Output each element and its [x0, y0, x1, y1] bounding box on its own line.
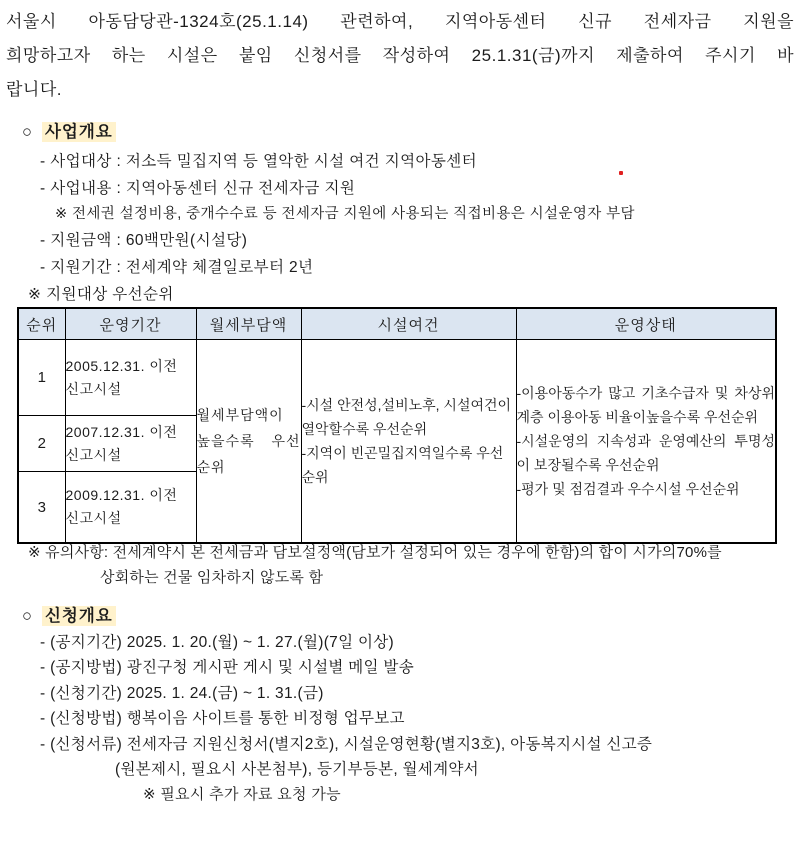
facility-criteria-line-1: -시설 안전성,설비노후, 시설여건이 열악할수록 우선순위 — [301, 397, 512, 437]
priority-table — [17, 307, 777, 544]
operation-criteria-line-1: -이용아동수가 많고 기초수급자 및 차상위계층 이용아동 비율이높을수록 우선순위 — [516, 385, 775, 425]
apply-documents-continuation: (원본제시, 필요시 사본첨부), 등기부등본, 월세계약서 — [115, 761, 479, 779]
registration-cell-2: 2007.12.31. 이전 신고시설 — [65, 416, 196, 472]
bullet-item-target: - 사업대상 : 저소득 밀집지역 등 열악한 시설 여건 지역아동센터 — [40, 153, 477, 170]
rank-cell-3: 3 — [18, 472, 65, 544]
intro-paragraph — [6, 5, 794, 107]
table-header-rank: 순위 — [18, 308, 65, 340]
bullet-item-period: - 지원기간 : 전세계약 체결일로부터 2년 — [40, 259, 314, 276]
section-title-business: 사업개요 — [42, 122, 116, 142]
rank-cell-1: 1 — [18, 340, 65, 416]
bullet-item-apply-method: - (신청방법) 행복이음 사이트를 통한 비정형 업무보고 — [40, 710, 405, 728]
facility-criteria-cell — [301, 340, 516, 544]
footnote-additional-documents: ※ 필요시 추가 자료 요청 가능 — [143, 786, 341, 804]
registration-cell-3: 2009.12.31. 이전 신고시설 — [65, 472, 196, 544]
bullet-item-apply-documents: - (신청서류) 전세자금 지원신청서(별지2호), 시설운영현황(별지3호), 아동복지시설 신고증 — [40, 735, 653, 753]
table-header-period: 운영기간 — [65, 308, 196, 340]
section-title-application: 신청개요 — [42, 606, 116, 626]
intro-line-2: 희망하고자 하는 시설은 붙임 신청서를 작성하여 25.1.31(금)까지 제출하여 주시기 바 — [6, 46, 794, 65]
section-heading-application — [6, 602, 801, 626]
priority-table-label: ※ 지원대상 우선순위 — [28, 286, 174, 303]
caution-note — [6, 540, 799, 590]
circle-bullet-icon: ○ — [22, 123, 32, 141]
bullet-item-notice-period: - (공지기간) 2025. 1. 20.(월) ~ 1. 27.(월)(7일 이상) — [40, 634, 394, 651]
footnote-direct-costs: ※ 전세권 설정비용, 중개수수료 등 전세자금 지원에 사용되는 직접비용은 시설운영자 부담 — [55, 206, 635, 222]
application-overview-items — [6, 630, 795, 808]
circle-bullet-icon: ○ — [22, 607, 32, 625]
table-header-rent: 월세부담액 — [196, 308, 301, 340]
table-header-condition: 시설여건 — [301, 308, 516, 340]
registration-cell-1: 2005.12.31. 이전 신고시설 — [65, 340, 196, 416]
monthly-rent-criteria-cell: 월세부담액이 높을수록 우선순위 — [196, 340, 301, 544]
bullet-item-apply-period: - (신청기간) 2025. 1. 24.(금) ~ 1. 31.(금) — [40, 684, 324, 702]
caution-line-2: 상회하는 건물 임차하지 않도록 함 — [100, 569, 324, 586]
operation-criteria-line-3: -평가 및 점검결과 우수시설 우선순위 — [516, 481, 740, 497]
bullet-item-notice-method: - (공지방법) 광진구청 게시판 게시 및 시설별 메일 발송 — [40, 659, 414, 677]
business-overview-items — [6, 148, 795, 308]
caution-line-1: ※ 유의사항: 전세계약시 본 전세금과 담보설정액(담보가 설정되어 있는 경우에 한함)의 합이 시가의70%를 — [28, 544, 722, 561]
rank-cell-2: 2 — [18, 416, 65, 472]
bullet-item-amount: - 지원금액 : 60백만원(시설당) — [40, 232, 248, 249]
intro-line-3: 랍니다. — [6, 80, 62, 99]
bullet-item-content: - 사업내용 : 지역아동센터 신규 전세자금 지원 — [40, 180, 356, 197]
operation-criteria-cell — [516, 340, 776, 544]
table-header-operation: 운영상태 — [516, 308, 776, 340]
operation-criteria-line-2: -시설운영의 지속성과 운영예산의 투명성이 보장될수록 우선순위 — [516, 433, 775, 473]
intro-line-1: 서울시 아동담당관-1324호(25.1.14) 관련하여, 지역아동센터 신규 전세자금 지원을 — [6, 12, 794, 31]
section-heading-business — [6, 118, 801, 142]
facility-criteria-line-2: -지역이 빈곤밀집지역일수록 우선순위 — [301, 445, 504, 485]
table-header-row — [18, 308, 776, 340]
table-row-1 — [18, 340, 776, 416]
